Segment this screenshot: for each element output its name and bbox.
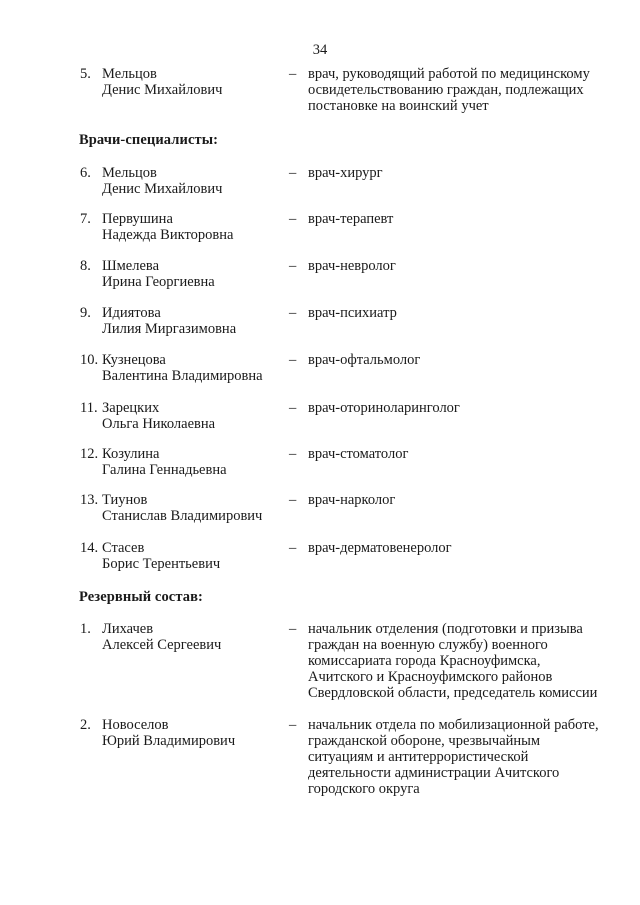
role-description (308, 446, 620, 462)
role-line: Ачитского и Красноуфимского районов (308, 669, 553, 685)
person-name (102, 165, 282, 197)
role-description (308, 717, 620, 797)
item-number: 6. (80, 165, 91, 181)
role-line: врач-невролог (308, 258, 396, 274)
person-name (102, 211, 282, 243)
given-names: Юрий Владимирович (102, 733, 236, 749)
role-line: деятельности администрации Ачитского (308, 765, 560, 781)
surname: Кузнецова (102, 352, 166, 368)
role-line: врач-дерматовенеролог (308, 540, 452, 556)
dash: – (289, 258, 297, 274)
dash: – (289, 66, 297, 82)
given-names: Ольга Николаевна (102, 416, 216, 432)
surname: Стасев (102, 540, 145, 556)
given-names: Денис Михайлович (102, 181, 223, 197)
section-heading-reserve: Резервный состав: (79, 589, 203, 605)
surname: Новоселов (102, 717, 169, 733)
person-name (102, 492, 282, 524)
surname: Козулина (102, 446, 160, 462)
surname: Зарецких (102, 400, 160, 416)
item-number: 7. (80, 211, 91, 227)
given-names: Валентина Владимировна (102, 368, 263, 384)
role-line: начальник отделения (подготовки и призыва (308, 621, 583, 637)
role-line: городского округа (308, 781, 420, 797)
dash: – (289, 492, 297, 508)
given-names: Алексей Сергеевич (102, 637, 222, 653)
given-names: Денис Михайлович (102, 82, 223, 98)
person-name (102, 258, 282, 290)
role-description (308, 211, 620, 227)
item-number: 2. (80, 717, 91, 733)
role-line: врач-нарколог (308, 492, 396, 508)
person-name (102, 400, 282, 432)
surname: Мельцов (102, 66, 157, 82)
role-description (308, 400, 620, 416)
dash: – (289, 540, 297, 556)
item-number: 13. (80, 492, 99, 508)
person-name (102, 66, 282, 98)
given-names: Ирина Георгиевна (102, 274, 215, 290)
role-line: врач-терапевт (308, 211, 394, 227)
role-line: врач-психиатр (308, 305, 397, 321)
role-line: Свердловской области, председатель комиссии (308, 685, 598, 701)
item-number: 14. (80, 540, 99, 556)
surname: Мельцов (102, 165, 157, 181)
section-heading-specialists: Врачи-специалисты: (79, 132, 219, 148)
role-line: гражданской обороне, чрезвычайным (308, 733, 541, 749)
dash: – (289, 717, 297, 733)
role-line: постановке на воинский учет (308, 98, 489, 114)
given-names: Станислав Владимирович (102, 508, 263, 524)
role-description (308, 352, 620, 368)
surname: Лихачев (102, 621, 154, 637)
surname: Тиунов (102, 492, 148, 508)
item-number: 5. (80, 66, 91, 82)
dash: – (289, 352, 297, 368)
person-name (102, 540, 282, 572)
role-description (308, 492, 620, 508)
given-names: Борис Терентьевич (102, 556, 221, 572)
person-name (102, 305, 282, 337)
surname: Идиятова (102, 305, 161, 321)
role-line: врач-хирург (308, 165, 383, 181)
given-names: Лилия Миргазимовна (102, 321, 237, 337)
dash: – (289, 400, 297, 416)
item-number: 12. (80, 446, 99, 462)
given-names: Галина Геннадьевна (102, 462, 227, 478)
role-description (308, 621, 620, 701)
role-line: врач-стоматолог (308, 446, 409, 462)
dash: – (289, 305, 297, 321)
surname: Шмелева (102, 258, 160, 274)
surname: Первушина (102, 211, 173, 227)
dash: – (289, 446, 297, 462)
given-names: Надежда Викторовна (102, 227, 234, 243)
role-line: граждан на военную службу) военного (308, 637, 548, 653)
role-line: врач-оториноларинголог (308, 400, 460, 416)
role-line: врач-офтальмолог (308, 352, 421, 368)
page-number: 34 (312, 42, 328, 58)
dash: – (289, 211, 297, 227)
item-number: 1. (80, 621, 91, 637)
person-name (102, 717, 282, 749)
item-number: 10. (80, 352, 99, 368)
role-description (308, 165, 620, 181)
person-name (102, 621, 282, 653)
item-number: 9. (80, 305, 91, 321)
person-name (102, 352, 282, 384)
role-description (308, 258, 620, 274)
role-line: ситуациям и антитеррористической (308, 749, 529, 765)
role-line: врач, руководящий работой по медицинскому (308, 66, 590, 82)
role-line: комиссариата города Красноуфимска, (308, 653, 541, 669)
role-description (308, 305, 620, 321)
item-number: 8. (80, 258, 91, 274)
person-name (102, 446, 282, 478)
role-line: начальник отдела по мобилизационной работе, (308, 717, 599, 733)
dash: – (289, 165, 297, 181)
role-description (308, 66, 620, 114)
item-number: 11. (80, 400, 98, 416)
role-line: освидетельствованию граждан, подлежащих (308, 82, 584, 98)
role-description (308, 540, 620, 556)
dash: – (289, 621, 297, 637)
